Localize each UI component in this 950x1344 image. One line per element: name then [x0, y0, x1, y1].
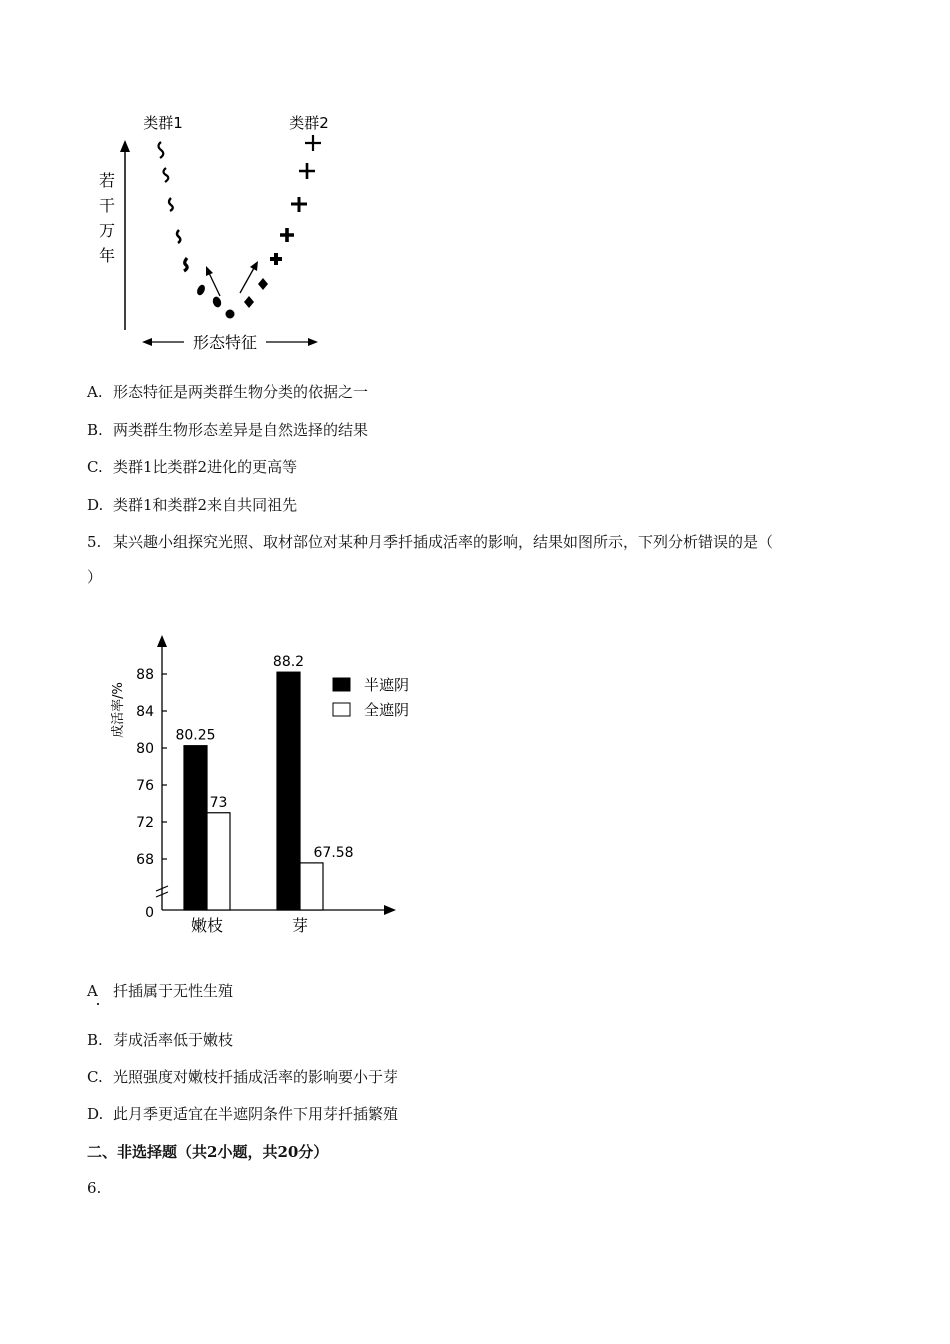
divergence-arrow-left: [209, 273, 220, 296]
legend-swatch-full-shade: [333, 703, 350, 716]
morphology-axis-left-arrow: [142, 338, 152, 346]
bar-value-label: 88.2: [272, 654, 305, 671]
y-tick-label: 84: [136, 704, 154, 720]
option-letter: C.: [87, 1068, 103, 1086]
group2-plus-7: [305, 135, 321, 151]
option-letter: D.: [87, 496, 104, 514]
y-tick-label: 80: [136, 741, 154, 757]
bar: [277, 672, 300, 910]
q4-option-c: [87, 456, 297, 477]
y-label-char-3: 万: [98, 221, 116, 240]
question-number: 5.: [87, 533, 102, 551]
legend-swatch-half-shade: [333, 678, 350, 691]
option-letter: D.: [87, 1105, 104, 1123]
q5-stem: [87, 531, 773, 552]
survival-rate-bar-chart: [100, 625, 420, 945]
group1-squiggle-1: [159, 142, 164, 158]
x-axis-label: 形态特征: [192, 333, 258, 352]
option-letter: B.: [87, 421, 103, 439]
bar-value-label: 73: [209, 794, 228, 811]
q5-option-a: [87, 980, 233, 1001]
y-tick-label: 76: [136, 778, 154, 794]
group1-squiggle-2: [164, 168, 169, 182]
divergence-arrow-right: [240, 268, 254, 293]
x-category-label: 芽: [291, 916, 309, 935]
time-axis-arrow: [120, 140, 130, 152]
group2-plus-5: [291, 197, 307, 212]
option-letter: A: [87, 982, 98, 1000]
option-letter: B.: [87, 1031, 103, 1049]
q4-option-d: [87, 494, 297, 515]
q5-option-d: [87, 1103, 398, 1124]
y-axis-label: 成活率/%: [111, 682, 126, 738]
group1-squiggle-3: [169, 198, 173, 211]
bar: [207, 813, 230, 910]
y-axis-arrow: [157, 635, 167, 647]
legend-label-half-shade: 半遮阴: [364, 676, 410, 694]
legend-label-full-shade: 全遮阴: [364, 701, 410, 719]
group1-shape-6: [196, 284, 207, 297]
x-axis-arrow: [384, 905, 396, 915]
q5-stem-end: ）: [87, 568, 103, 586]
bar: [300, 863, 323, 910]
option-letter: A.: [87, 383, 103, 401]
group1-shape-7: [211, 295, 222, 308]
evolution-figure: [90, 100, 350, 360]
y-label-char-1: 若: [98, 171, 116, 190]
option-text: 光照强度对嫩枝扦插成活率的影响要小于芽: [113, 1068, 399, 1086]
section-2-title: 二、非选择题（共2小题，共20分）: [87, 1143, 329, 1161]
q5-option-b: [87, 1029, 233, 1050]
group1-label: 类群1: [143, 114, 183, 132]
bar: [184, 746, 207, 910]
y-tick-label: 88: [136, 667, 154, 683]
q6-number: 6.: [87, 1179, 102, 1197]
morphology-axis-right-arrow: [308, 338, 318, 346]
q4-option-b: [87, 419, 368, 440]
option-text: 类群1比类群2进化的更高等: [113, 458, 298, 476]
group2-plus-4: [280, 228, 294, 242]
y-label-char-4: 年: [98, 246, 116, 265]
option-text: 类群1和类群2来自共同祖先: [113, 496, 298, 514]
x-category-label: 嫩枝: [190, 916, 224, 935]
option-letter: C.: [87, 458, 103, 476]
divergence-arrow-left-head: [206, 266, 213, 276]
bar-value-label: 80.25: [175, 727, 216, 744]
stray-dot: [97, 1003, 99, 1005]
y-zero-label: 0: [145, 905, 154, 921]
q4-option-a: [87, 381, 368, 402]
y-label-char-2: 干: [98, 196, 116, 215]
option-text: 扦插属于无性生殖: [113, 982, 234, 1000]
group2-shape-1: [244, 296, 254, 308]
divergence-arrow-right-head: [250, 261, 258, 271]
group2-shape-2: [258, 278, 268, 290]
group2-plus-3: [270, 253, 282, 265]
option-text: 形态特征是两类群生物分类的依据之一: [113, 383, 369, 401]
group1-squiggle-4: [177, 230, 180, 243]
bar-value-label: 67.58: [313, 844, 354, 861]
group1-shape-5: [184, 258, 187, 271]
ancestor-dot: [226, 310, 235, 319]
question-text: 某兴趣小组探究光照、取材部位对某种月季扦插成活率的影响，结果如图所示，下列分析错误的是（: [113, 533, 774, 551]
option-text: 两类群生物形态差异是自然选择的结果: [113, 421, 369, 439]
option-text: 此月季更适宜在半遮阴条件下用芽扦插繁殖: [113, 1105, 399, 1123]
y-tick-label: 72: [136, 815, 154, 831]
group2-plus-6: [299, 163, 315, 179]
q5-option-c: [87, 1066, 398, 1087]
option-text: 芽成活率低于嫩枝: [113, 1031, 234, 1049]
group2-label: 类群2: [289, 114, 329, 132]
y-tick-label: 68: [136, 852, 154, 868]
